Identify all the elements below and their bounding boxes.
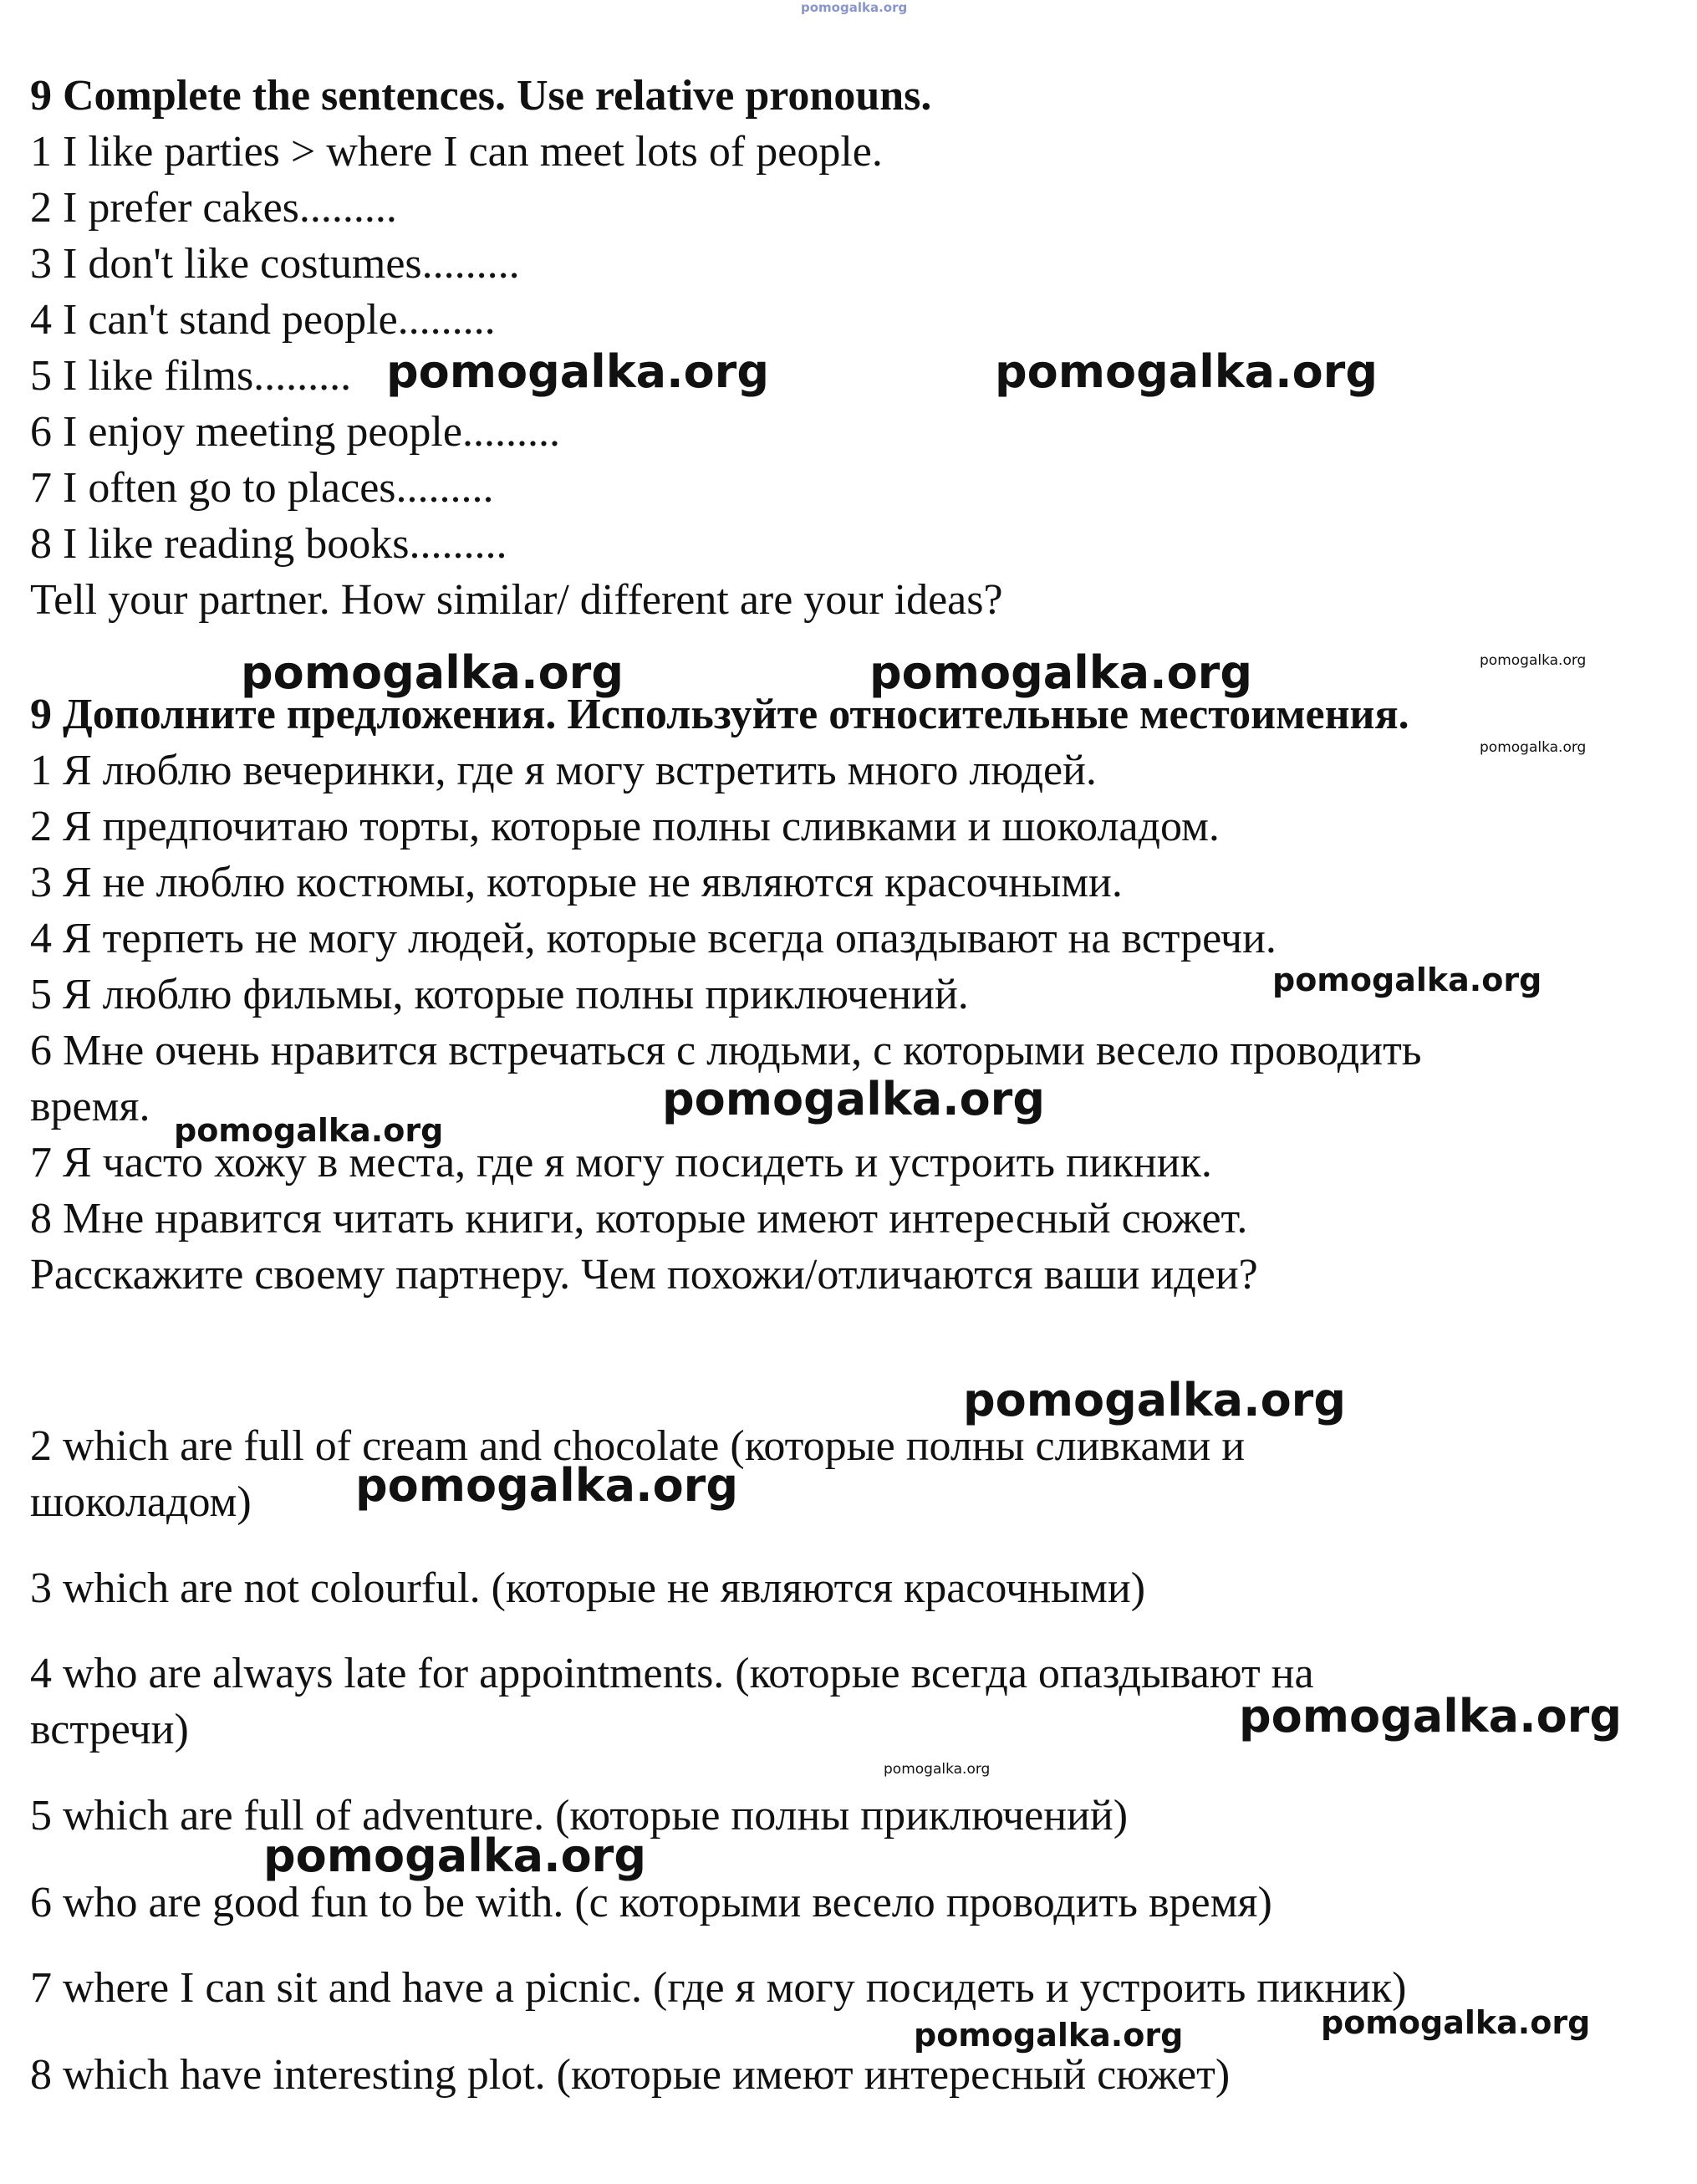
- watermark-top: pomogalka.org: [801, 0, 908, 15]
- sentence-ru-2: 2 Я предпочитаю торты, которые полны сливками и шоколадом.: [30, 803, 1220, 850]
- watermark: pomogalka.org: [914, 2017, 1184, 2054]
- answer-4-cont: встречи): [30, 1706, 189, 1753]
- watermark: pomogalka.org: [174, 1112, 444, 1149]
- watermark: pomogalka.org: [1272, 962, 1542, 998]
- watermark: pomogalka.org: [662, 1073, 1045, 1125]
- sentence-en-2: 2 I prefer cakes.........: [30, 184, 397, 232]
- sentence-en-5: 5 I like films.........: [30, 352, 352, 400]
- exercise-heading-en: 9 Complete the sentences. Use relative pronouns.: [30, 72, 932, 120]
- answer-6: 6 who are good fun to be with. (с которыми весело проводить время): [30, 1879, 1272, 1926]
- sentence-en-6: 6 I enjoy meeting people.........: [30, 408, 560, 456]
- watermark: pomogalka.org: [963, 1374, 1346, 1426]
- watermark: pomogalka.org: [884, 1761, 991, 1778]
- sentence-ru-6: 6 Мне очень нравится встречаться с людьми, с которыми весело проводить: [30, 1027, 1422, 1074]
- watermark: pomogalka.org: [995, 345, 1378, 398]
- prompt-en: Tell your partner. How similar/ different are your ideas?: [30, 576, 1003, 624]
- watermark: pomogalka.org: [869, 646, 1252, 699]
- watermark: pomogalka.org: [1321, 2004, 1591, 2041]
- answer-2-cont: шоколадом): [30, 1478, 252, 1526]
- sentence-ru-4: 4 Я терпеть не могу людей, которые всегда опаздывают на встречи.: [30, 915, 1277, 962]
- watermark: pomogalka.org: [241, 646, 624, 699]
- answer-7: 7 where I can sit and have a picnic. (где я могу посидеть и устроить пикник): [30, 1964, 1407, 2012]
- watermark: pomogalka.org: [1480, 739, 1587, 756]
- answer-3: 3 which are not colourful. (которые не являются красочными): [30, 1564, 1146, 1612]
- watermark: pomogalka.org: [386, 345, 769, 398]
- sentence-ru-8: 8 Мне нравится читать книги, которые имеют интересный сюжет.: [30, 1195, 1248, 1243]
- sentence-en-7: 7 I often go to places.........: [30, 464, 494, 512]
- sentence-ru-5: 5 Я люблю фильмы, которые полны приключений.: [30, 971, 969, 1018]
- sentence-ru-6-cont: время.: [30, 1083, 150, 1130]
- watermark: pomogalka.org: [1480, 652, 1587, 669]
- answer-2: 2 which are full of cream and chocolate (которые полны сливками и: [30, 1422, 1246, 1470]
- sentence-en-8: 8 I like reading books.........: [30, 520, 507, 568]
- prompt-ru: Расскажите своему партнеру. Чем похожи/отличаются ваши идеи?: [30, 1251, 1258, 1299]
- answer-5: 5 which are full of adventure. (которые полны приключений): [30, 1792, 1129, 1840]
- watermark: pomogalka.org: [263, 1829, 646, 1882]
- answer-4: 4 who are always late for appointments. (которые всегда опаздывают на: [30, 1650, 1314, 1697]
- sentence-ru-3: 3 Я не люблю костюмы, которые не являются красочными.: [30, 859, 1123, 906]
- sentence-en-4: 4 I can't stand people.........: [30, 296, 496, 344]
- answer-8: 8 which have interesting plot. (которые имеют интересный сюжет): [30, 2051, 1231, 2099]
- exercise-heading-ru: 9 Дополните предложения. Используйте относительные местоимения.: [30, 691, 1409, 738]
- watermark: pomogalka.org: [1239, 1690, 1622, 1743]
- sentence-en-3: 3 I don't like costumes.........: [30, 240, 520, 288]
- sentence-ru-7: 7 Я часто хожу в места, где я могу посидеть и устроить пикник.: [30, 1139, 1212, 1186]
- sentence-en-1: 1 I like parties > where I can meet lots of people.: [30, 128, 883, 176]
- watermark: pomogalka.org: [355, 1459, 738, 1512]
- sentence-ru-1: 1 Я люблю вечеринки, где я могу встретить много людей.: [30, 747, 1097, 794]
